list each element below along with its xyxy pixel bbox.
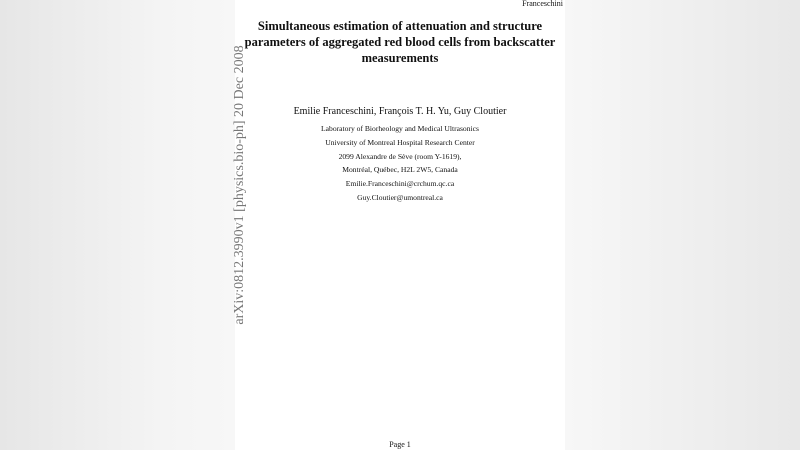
title-line: parameters of aggregated red blood cells from backscatter xyxy=(244,35,556,49)
title-line: measurements xyxy=(361,51,439,65)
arxiv-stamp: arXiv:0812.3990v1 [physics.bio-ph] 20 Dec 2008 xyxy=(232,45,247,325)
paper-page xyxy=(235,0,565,450)
affiliation xyxy=(235,122,565,205)
authors: Emilie Franceschini, François T. H. Yu, Guy Cloutier xyxy=(293,106,507,117)
email: Emilie.Franceschini@crchum.qc.ca xyxy=(345,179,455,189)
affiliation-line: 2099 Alexandre de Sève (room Y-1619), xyxy=(338,151,462,161)
affiliation-line: Laboratory of Biorheology and Medical Ultrasonics xyxy=(321,124,479,133)
affiliation-line: Montréal, Québec, H2L 2W5, Canada xyxy=(342,165,458,175)
title-line: Simultaneous estimation of attenuation and structure xyxy=(257,19,543,33)
affiliation-line: University of Montreal Hospital Research Center xyxy=(325,137,475,147)
page-number: Page 1 xyxy=(389,440,411,449)
paper-title xyxy=(235,18,565,66)
running-header: Franceschini xyxy=(522,0,563,8)
email: Guy.Cloutier@umontreal.ca xyxy=(357,192,443,202)
